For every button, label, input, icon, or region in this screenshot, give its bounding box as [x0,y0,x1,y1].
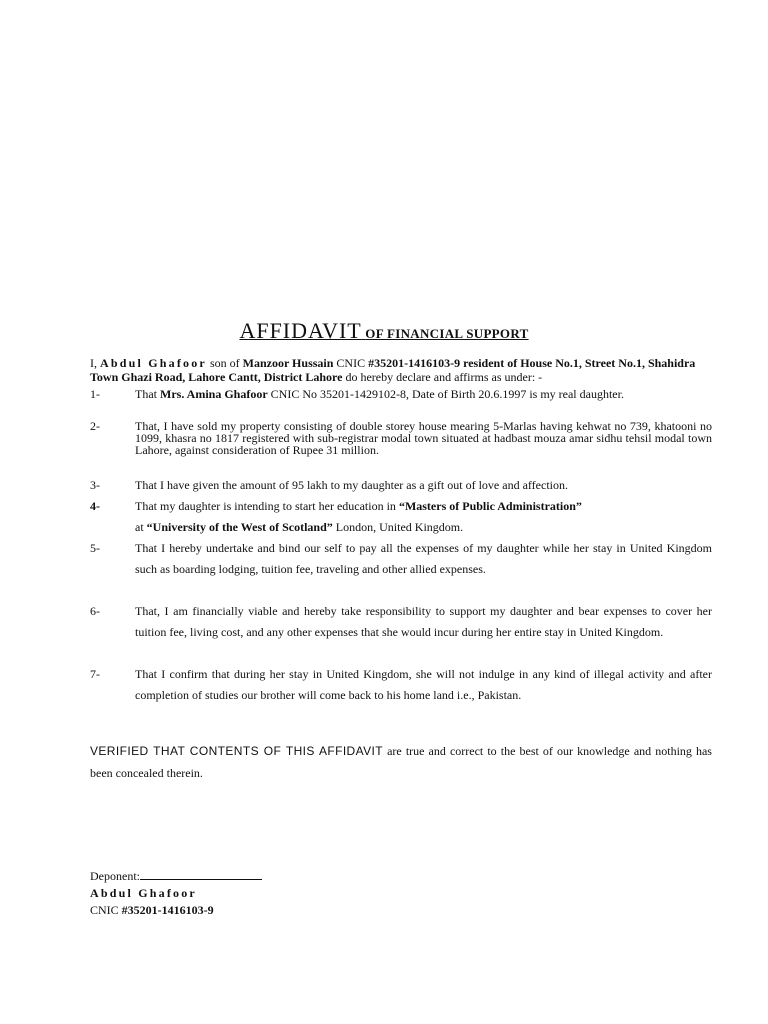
cnic-number: #35201-1416103-9 [121,903,214,917]
clause-2 [90,420,712,456]
clause-number: 2- [90,419,100,433]
cnic-label: CNIC [90,903,122,917]
deponent-label: Deponent: [90,869,140,883]
deponent-line [90,868,262,885]
university-name: “University of the West of Scotland” [146,520,333,534]
clause-number: 5- [90,541,100,555]
verification-text: are true and correct to the best of our knowledge and nothing has been concealed therein. [90,744,712,780]
clause-1 [90,388,712,400]
cnic-residence: #35201-1416103-9 resident of House No.1, Street No.1, Shahidra Town Ghazi Road, Lahore Cantt, District Lahore [90,356,696,384]
program-name: “Masters of Public Administration” [398,499,582,513]
clause-number: 1- [90,387,100,401]
clause-6 [90,601,712,643]
clause-text-part: That [135,387,160,401]
clause-text [135,496,712,538]
clause-text: That I have given the amount of 95 lakh to my daughter as a gift out of love and affection. [135,478,568,492]
signature-block [90,868,262,919]
clause-number: 3- [90,478,100,492]
deponent-name: Abdul Ghafoor [100,356,207,370]
father-name: Manzoor Hussain [242,356,334,370]
signatory-name: Abdul Ghafoor [90,886,197,900]
intro-text: CNIC [333,356,369,370]
clause-text-part: London, United Kingdom. [332,520,464,534]
clause-text-part: at [135,520,147,534]
title-sub: OF FINANCIAL SUPPORT [365,326,529,341]
signature-line [140,879,262,880]
signatory-cnic [90,902,262,919]
clause-5 [90,538,712,580]
clause-text-part: CNIC No 35201-1429102-8, Date of Birth 20.6.1997 is my real daughter. [267,387,624,401]
clause-3 [90,479,712,491]
clause-text: That, I have sold my property consisting of double storey house mearing 5-Marlas having kehwat no 739, khatooni no 1099, khasra no 1817 registered with sub-registrar modal town situated at hadbast mouza amar sidhu tehsil modal town Lahore, against consideration of Rupee 31 million. [135,419,712,457]
clause-text: That, I am financially viable and hereby take responsibility to support my daughter and bear expenses to cover her tuition fee, living cost, and any other expenses that she would incur during her entire stay in United Kingdom. [135,604,712,639]
intro-text: I, [90,356,100,370]
clause-number: 4- [90,499,100,513]
intro-text: do hereby declare and affirms as under: - [342,370,543,384]
clause-4 [90,496,712,538]
clause-text: That I hereby undertake and bind our self to pay all the expenses of my daughter while her stay in United Kingdom such as boarding lodging, tuition fee, traveling and other allied expenses. [135,541,712,576]
clause-number: 6- [90,604,100,618]
clause-7 [90,664,712,706]
daughter-name: Mrs. Amina Ghafoor [160,387,268,401]
clause-text: That I confirm that during her stay in United Kingdom, she will not indulge in any kind of illegal activity and after completion of studies our brother will come back to his home land i.e., Pakistan. [135,667,712,702]
verification-statement [90,740,712,784]
intro-paragraph [90,356,712,384]
title-main: AFFIDAVIT [239,318,362,343]
document-title [0,318,768,344]
intro-text: son of [206,356,243,370]
verification-caps: VERIFIED THAT CONTENTS OF THIS AFFIDAVIT [90,744,383,758]
clause-number: 7- [90,667,100,681]
clause-text-part: That my daughter is intending to start her education in [135,499,399,513]
clause-text [135,388,712,400]
